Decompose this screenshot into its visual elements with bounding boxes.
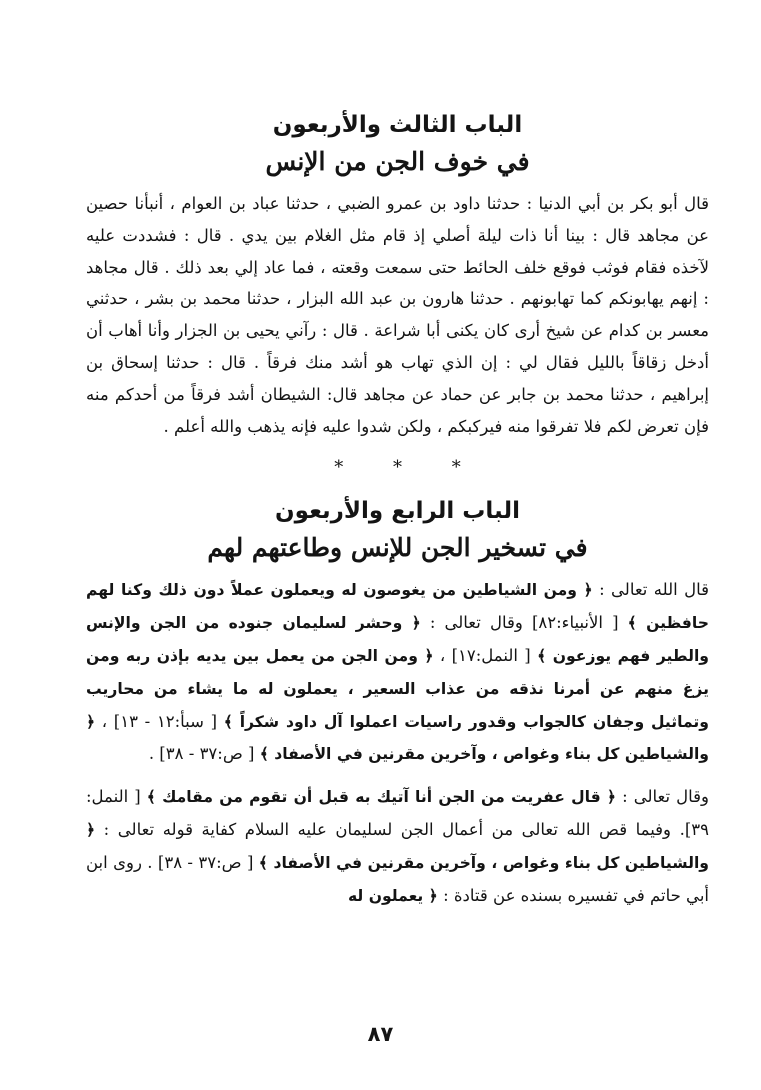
quran-verse: ﴿ قال عفريت من الجن أنا آتيك به قبل أن تقوم من مقامك ﴾ [146, 788, 617, 807]
quran-verse: ﴿ والشياطين كل بناء وغواص ، وآخرين مقرنين في الأصفاد ﴾ [86, 820, 709, 872]
verse-reference: [ سبأ:١٢ - ١٣] ، [95, 711, 224, 731]
verse-reference: [ الأنبياء:٨٢] وقال تعالى : [420, 613, 628, 633]
verse-reference: [ ص:٣٧ - ٣٨] . [148, 744, 260, 764]
quran-verse: ﴿ ومن الشياطين من يغوصون له ويعملون عملاً دون ذلك وكنا لهم حافظين ﴾ [86, 581, 709, 633]
quran-verse: ﴿ يعملون له [347, 886, 438, 905]
chapter-43-subtitle: في خوف الجن من الإنس [265, 147, 530, 176]
quran-verse: ﴿ ومن الجن من يعمل بين يديه بإذن ربه ومن يزغ منهم عن أمرنا نذقه من عذاب السعير ، يعملون له ما يشاء من محاريب وتماثيل وجفان كالجواب وقدور راسيات اعملوا آل داود شكراً ﴾ [86, 646, 709, 731]
chapter-43-body: قال أبو بكر بن أبي الدنيا : حدثنا داود بن عمرو الضبي ، حدثنا عباد بن العوام ، أنبأنا حصين عن مجاهد قال : بينا أنا ذات ليلة أصلي إذ قام مثل الغلام بين يدي . قال : فشددت عليه لآخذه فقام فوثب فوقع خلف الحائط حتى سمعت وقعته ، فما عاد إلي بعد ذلك . قال مجاهد : إنهم يهابونكم كما تهابونهم . حدثنا هارون بن عبد الله البزار ، حدثنا محمد بن بشر ، حدثني معسر بن كدام عن شيخ أرى كان يكنى أبا شراعة . قال : رآني يحيى بن الجزار وأنا أهاب أن أدخل زقاقاً بالليل فقال لي : إن الذي تهاب هو أشد منك فرقاً . قال : حدثنا إسحاق بن إبراهيم ، حدثنا محمد بن جابر عن حماد عن مجاهد قال: الشيطان أشد فرقاً من أحدكم منه فإن تعرض لكم فلا تفرقوا منه فيركبكم ، ولكن شدوا عليه فإنه يذهب والله أعلم . [86, 194, 709, 436]
page-number: ٨٧ [367, 1022, 394, 1046]
chapter-44-subtitle: في تسخير الجن للإنس وطاعتهم لهم [207, 533, 588, 563]
quran-verse: ﴿ والشياطين كل بناء وغواص ، وآخرين مقرنين في الأصفاد ﴾ [86, 712, 709, 764]
section-separator: * * * [334, 457, 483, 479]
chapter-44-title: الباب الرابع والأربعون [275, 498, 520, 525]
chapter-43-title: الباب الثالث والأربعون [272, 112, 523, 138]
paragraph-lead-text: قال الله تعالى : [592, 580, 709, 600]
paragraph-text: [ النمل: ٣٩]. وفيما قص الله تعالى من أعمال الجن لسليمان عليه السلام كفاية قوله تعالى : [86, 787, 709, 839]
paragraph-lead-text: وقال تعالى : [616, 787, 709, 807]
chapter-44-paragraph-2 [86, 781, 709, 912]
quran-verse: ﴿ وحشر لسليمان جنوده من الجن والإنس والطير فهم يوزعون ﴾ [86, 614, 710, 665]
chapter-44-paragraph-1 [86, 574, 709, 771]
verse-reference: [ النمل:١٧] ، [433, 645, 538, 665]
paragraph-text: [ ص:٣٧ - ٣٨] . روى ابن أبي حاتم في تفسيره بسنده عن قتادة : [86, 852, 709, 905]
book-page [86, 108, 709, 912]
